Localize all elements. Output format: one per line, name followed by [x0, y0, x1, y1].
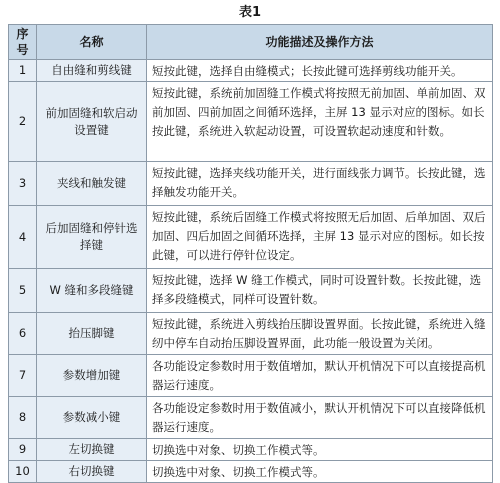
row-name: 夹线和触发键 — [37, 162, 147, 206]
header-name: 名称 — [37, 25, 147, 60]
row-description: 各功能设定参数时用于数值减小，默认开机情况下可以直接降低机器运行速度。 — [147, 397, 493, 439]
row-description: 各功能设定参数时用于数值增加，默认开机情况下可以直接提高机器运行速度。 — [147, 355, 493, 397]
function-table — [8, 24, 493, 483]
row-name: 参数减小键 — [37, 397, 147, 439]
row-description: 短按此键，系统后固缝工作模式将按照无后加固、后单加固、双后加固、四后加固之间循环选择，主屏 13 显示对应的图标。如长按此键，可以进行停针位设定。 — [147, 206, 493, 269]
table-row — [9, 397, 493, 439]
row-number: 2 — [9, 82, 37, 162]
row-name: W 缝和多段缝键 — [37, 269, 147, 313]
row-number: 6 — [9, 313, 37, 355]
header-number: 序号 — [9, 25, 37, 60]
row-name: 后加固缝和停针选择键 — [37, 206, 147, 269]
table-row — [9, 461, 493, 483]
row-number: 5 — [9, 269, 37, 313]
row-name: 抬压脚键 — [37, 313, 147, 355]
table-row — [9, 355, 493, 397]
row-number: 3 — [9, 162, 37, 206]
table-row — [9, 162, 493, 206]
row-number: 9 — [9, 439, 37, 461]
row-number: 8 — [9, 397, 37, 439]
table-header-row — [9, 25, 493, 60]
row-description: 短按此键，选择夹线功能开关，进行面线张力调节。长按此键，选择触发功能开关。 — [147, 162, 493, 206]
row-name: 前加固缝和软启动设置键 — [37, 82, 147, 162]
table-row — [9, 206, 493, 269]
row-name: 左切换键 — [37, 439, 147, 461]
row-number: 7 — [9, 355, 37, 397]
header-description: 功能描述及操作方法 — [147, 25, 493, 60]
table-row — [9, 269, 493, 313]
row-name: 右切换键 — [37, 461, 147, 483]
row-description: 切换选中对象、切换工作模式等。 — [147, 461, 493, 483]
row-number: 1 — [9, 60, 37, 82]
row-name: 参数增加键 — [37, 355, 147, 397]
row-description: 短按此键，系统前加固缝工作模式将按照无前加固、单前加固、双前加固、四前加固之间循环选择，主屏 13 显示对应的图标。如长按此键，系统进入软起动设置，可设置软起动速度和针数。 — [147, 82, 493, 162]
row-name: 自由缝和剪线键 — [37, 60, 147, 82]
row-description: 短按此键，系统进入剪线抬压脚设置界面。长按此键，系统进入缝纫中停车自动抬压脚设置界面，此功能一般设置为关闭。 — [147, 313, 493, 355]
table-row — [9, 313, 493, 355]
table-caption: 表1 — [238, 5, 262, 20]
table-row — [9, 60, 493, 82]
row-description: 短按此键，选择 W 缝工作模式，同时可设置针数。长按此键，选择多段缝模式，同样可设置针数。 — [147, 269, 493, 313]
row-number: 4 — [9, 206, 37, 269]
row-description: 切换选中对象、切换工作模式等。 — [147, 439, 493, 461]
table-row — [9, 82, 493, 162]
row-description: 短按此键，选择自由缝模式；长按此键可选择剪线功能开关。 — [147, 60, 493, 82]
table-row — [9, 439, 493, 461]
row-number: 10 — [9, 461, 37, 483]
